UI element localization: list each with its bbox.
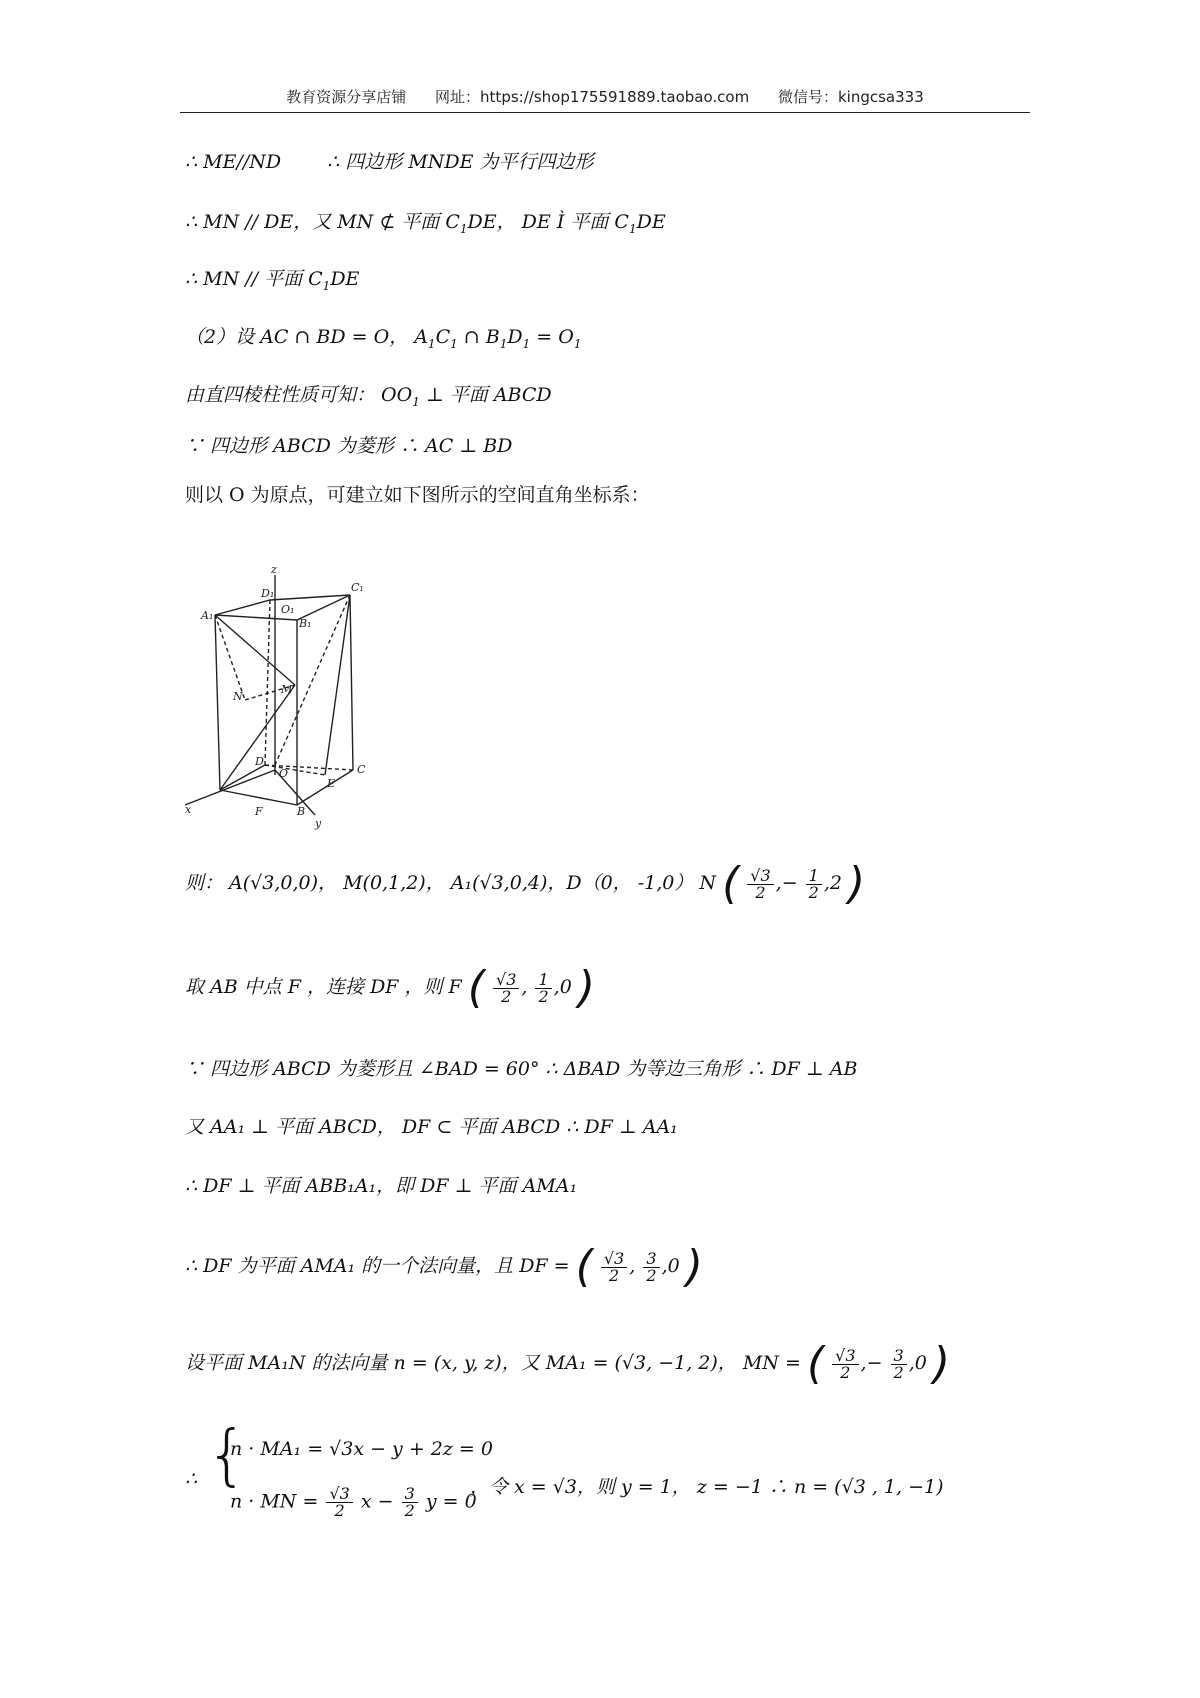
frac-den: 2	[404, 1501, 415, 1520]
proof-line-7: 则以 O 为原点，可建立如下图所示的空间直角坐标系：	[185, 484, 650, 506]
paren-right: )	[685, 1241, 703, 1292]
coord-value: 2	[829, 872, 842, 894]
subscript: 1	[573, 336, 582, 351]
label-a1: A₁	[201, 609, 214, 622]
edge-aa1	[215, 615, 220, 790]
proof-line-1	[185, 153, 594, 172]
text-segment: n · MN =	[230, 1490, 319, 1513]
label-c1: C₁	[351, 581, 364, 594]
proof-line-2	[185, 213, 666, 235]
label-n: N	[233, 690, 243, 703]
normal-vector-line: ∴ DF 为平面 AMA₁ 的一个法向量，且 DF = ( $\frac{√3}{2}$ , $\frac{3}{2}$ ,0 )	[185, 1241, 703, 1292]
coord-value: 0	[667, 1255, 680, 1277]
frac-num: 3	[891, 1348, 907, 1365]
text-segment: 由直四棱柱性质可知： OO	[185, 384, 413, 406]
proof-line-6: ∵ 四边形 ABCD 为菱形 ∴ AC ⊥ BD	[185, 435, 513, 457]
label-y: y	[315, 817, 322, 830]
text-segment: ∩ B	[457, 326, 500, 348]
text-segment: y = 0	[425, 1490, 477, 1513]
fraction	[806, 865, 822, 902]
fraction	[326, 1486, 352, 1519]
frac-num: 3	[402, 1486, 418, 1503]
text-segment: ⊥ 平面 ABCD	[419, 384, 552, 406]
text-segment: = O	[530, 326, 574, 348]
frac-num: √3	[747, 868, 773, 885]
fraction	[535, 969, 551, 1006]
proof-line-11: 又 AA₁ ⊥ 平面 ABCD， DF ⊂ 平面 ABCD ∴ DF ⊥ AA₁	[185, 1116, 678, 1138]
paren-left: (	[575, 1241, 593, 1292]
system-brace: {	[206, 1416, 248, 1493]
frac-den: 2	[893, 1362, 904, 1382]
label-m: M	[281, 683, 293, 696]
header-url[interactable]: 网址：https://shop175591889.taobao.com	[435, 88, 750, 106]
frac-num: √3	[601, 1251, 627, 1268]
text-segment: D	[507, 326, 523, 348]
frac-num: √3	[493, 972, 519, 989]
paren-right: )	[932, 1338, 951, 1389]
frac-num: √3	[832, 1348, 858, 1365]
subscript: 1	[459, 221, 468, 236]
system-solution: ，令 x = √3，则 y = 1， z = −1 ∴ n = (√3 , 1, −1)	[470, 1476, 944, 1498]
fraction	[601, 1248, 627, 1285]
edge-bc	[297, 770, 353, 805]
label-o: O	[279, 767, 289, 780]
label-d: D	[255, 755, 264, 768]
subscript: 1	[427, 336, 436, 351]
label-z: z	[271, 565, 277, 576]
frac-den: 2	[501, 986, 512, 1006]
me-parallel-nd: ∴ ME//ND	[185, 151, 282, 173]
fraction	[643, 1248, 659, 1285]
label-o1: O₁	[281, 603, 295, 616]
subscript: 1	[522, 336, 531, 351]
normal-vector-text: ∴ DF 为平面 AMA₁ 的一个法向量，且 DF =	[185, 1255, 570, 1277]
coord-value: 0	[559, 976, 572, 998]
label-b: B	[297, 805, 306, 818]
frac-den: 2	[334, 1501, 345, 1520]
coords-line: 则： A(√3,0,0)， M(0,1,2)， A₁(√3,0,4)，D（0， -1,0） N ( $\frac{√3}{2}$ ,− $\frac{1}{2}$ ,2 )	[185, 858, 866, 909]
proof-line-5	[185, 386, 552, 408]
coords-text: 则： A(√3,0,0)， M(0,1,2)， A₁(√3,0,4)，D（0， -1,0） N	[185, 872, 717, 894]
proof-line-4	[185, 328, 581, 350]
fraction	[747, 865, 773, 902]
coord-value: 0	[914, 1352, 927, 1374]
fraction	[493, 969, 519, 1006]
frac-num: √3	[326, 1486, 352, 1503]
label-b1: B₁	[299, 617, 312, 630]
label-x: x	[185, 803, 192, 816]
text-segment: ∴ MN // 平面 C	[185, 268, 323, 290]
text-segment: DE	[636, 211, 666, 233]
paren-right: )	[848, 858, 866, 909]
frac-den: 2	[808, 882, 819, 902]
header-wechat: 微信号：kingcsa333	[777, 88, 924, 106]
fraction	[402, 1486, 418, 1519]
subscript: 1	[450, 336, 458, 351]
frac-den: 2	[646, 1265, 657, 1285]
frac-num: 3	[643, 1251, 659, 1268]
text-segment: C	[435, 326, 451, 348]
paren-left: (	[467, 962, 485, 1013]
text-segment: DE	[330, 268, 360, 290]
label-e: E	[327, 777, 336, 790]
subscript: 1	[322, 278, 331, 293]
coordinate-prism-figure	[185, 565, 405, 830]
proof-line-12: ∴ DF ⊥ 平面 ABB₁A₁，即 DF ⊥ 平面 AMA₁	[185, 1175, 578, 1197]
therefore-symbol: ∴	[185, 1468, 198, 1490]
paren-left: (	[722, 858, 740, 909]
page-header	[180, 86, 1030, 107]
text-segment: DE， DE Ì 平面 C	[467, 211, 629, 233]
label-d1: D₁	[261, 587, 275, 600]
plane-normal-text: 设平面 MA₁N 的法向量 n = (x, y, z)，又 MA₁ = (√3, −1, 2)， MN =	[185, 1352, 801, 1374]
header-shop: 教育资源分享店铺	[286, 88, 407, 106]
midpoint-line: 取 AB 中点 F ，连接 DF ，则 F ( $\frac{√3}{2}$ , $\frac{1}{2}$ ,0 )	[185, 962, 596, 1013]
edge-dd1	[265, 600, 270, 765]
frac-den: 2	[538, 986, 549, 1006]
subscript: 1	[412, 394, 420, 409]
subscript: 1	[628, 221, 637, 236]
midpoint-text: 取 AB 中点 F ，连接 DF ，则 F	[185, 976, 462, 998]
system-eq-1: n · MA₁ = √3x − y + 2z = 0	[230, 1438, 493, 1460]
text-segment: ∴ MN // DE，又 MN ⊄ 平面 C	[185, 211, 460, 233]
frac-den: 2	[608, 1265, 620, 1285]
label-f: F	[255, 805, 263, 818]
proof-line-10: ∵ 四边形 ABCD 为菱形且 ∠BAD = 60° ∴ ΔBAD 为等边三角形 ∴ DF ⊥ AB	[185, 1058, 858, 1080]
parallelogram-conclusion: ∴ 四边形 MNDE 为平行四边形	[327, 151, 594, 173]
edge-cc1	[350, 595, 353, 770]
paren-left: (	[806, 1338, 825, 1389]
plane-normal-line: 设平面 MA₁N 的法向量 n = (x, y, z)，又 MA₁ = (√3, −1, 2)， MN = ( $\frac{√3}{2}$ ,− $\frac{3}{2}$ ,0 )	[185, 1338, 951, 1389]
system-eq-2	[230, 1486, 477, 1519]
fraction	[891, 1345, 907, 1382]
edge-ab	[220, 790, 297, 805]
edge-ad	[220, 765, 265, 790]
subscript: 1	[499, 336, 508, 351]
frac-den: 2	[755, 882, 766, 902]
label-c: C	[357, 763, 366, 776]
text-segment: （2）设 AC ∩ BD = O， A	[185, 326, 428, 348]
fraction	[832, 1345, 858, 1382]
paren-right: )	[577, 962, 596, 1013]
text-segment: x −	[360, 1490, 394, 1513]
frac-num: 1	[535, 972, 551, 989]
frac-den: 2	[840, 1362, 851, 1382]
header-rule	[180, 112, 1030, 113]
proof-line-3	[185, 270, 359, 292]
frac-num: 1	[806, 868, 822, 885]
